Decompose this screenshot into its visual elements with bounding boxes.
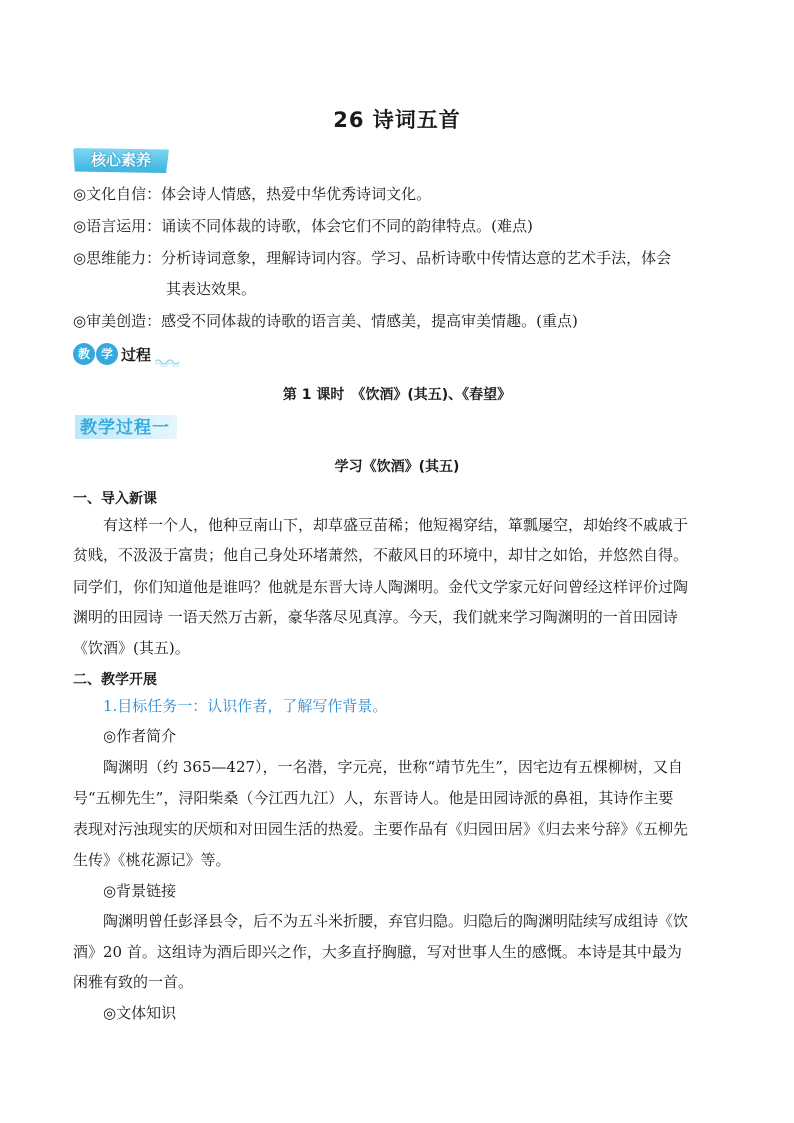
paragraph-line: 《饮酒》(其五)。 <box>73 639 190 657</box>
lesson-title: 第 1 课时 《饮酒》(其五)、《春望》 <box>282 387 512 403</box>
badge-char: 教 <box>73 343 95 365</box>
page-title: 26 诗词五首 <box>333 108 461 132</box>
process-one-badge <box>75 411 177 439</box>
task-heading: 1.目标任务一：认识作者，了解写作背景。 <box>103 697 388 715</box>
process-one-label: 教学过程一 <box>80 418 170 438</box>
paragraph-line: 渊明的田园诗 一语天然万古新，豪华落尽见真淳。今天，我们就来学习陶渊明的一首田园诗 <box>73 608 678 626</box>
paragraph-line: 有这样一个人，他种豆南山下，却草盛豆苗稀；他短褐穿结，箪瓢屡空，却始终不戚戚于 <box>103 516 689 534</box>
paragraph-line: 陶渊明曾任彭泽县令，后不为五斗米折腰，弃官归隐。归隐后的陶渊明陆续写成组诗《饮 <box>103 912 689 930</box>
sub-label: ◎作者简介 <box>103 727 177 745</box>
core-item: ◎审美创造：感受不同体裁的诗歌的语言美、情感美，提高审美情趣。(重点) <box>73 312 578 330</box>
core-literacy-label: 核心素养 <box>90 151 151 169</box>
core-literacy-badge <box>73 148 169 173</box>
paragraph-line: 生传》《桃花源记》等。 <box>73 851 231 869</box>
study-title: 学习《饮酒》(其五) <box>334 459 460 475</box>
badge-tail: 过程 <box>121 345 152 364</box>
paragraph-line: 闲雅有致的一首。 <box>73 973 194 991</box>
teaching-process-badge <box>73 343 151 371</box>
paragraph-line: 表现对污浊现实的厌烦和对田园生活的热爱。主要作品有《归园田居》《归去来兮辞》《五柳先 <box>73 820 689 838</box>
wave-decoration-icon <box>155 357 181 367</box>
section-heading: 一、导入新课 <box>73 491 157 507</box>
paragraph-line: 同学们，你们知道他是谁吗？他就是东晋大诗人陶渊明。金代文学家元好问曾经这样评价过陶 <box>73 578 689 596</box>
core-item: ◎文化自信：体会诗人情感，热爱中华优秀诗词文化。 <box>73 185 432 203</box>
core-item-continued: 其表达效果。 <box>166 280 257 298</box>
badge-char: 学 <box>96 343 118 365</box>
core-item: ◎语言运用：诵读不同体裁的诗歌，体会它们不同的韵律特点。(难点) <box>73 217 533 235</box>
paragraph-line: 贫贱，不汲汲于富贵；他自己身处环堵萧然，不蔽风日的环境中，却甘之如饴，并悠然自得。 <box>73 546 689 564</box>
sub-label: ◎背景链接 <box>103 882 177 900</box>
paragraph-line: 陶渊明（约 365—427），一名潜，字元亮，世称“靖节先生”，因宅边有五棵柳树，又自 <box>103 758 683 776</box>
paragraph-line: 号“五柳先生”，浔阳柴桑（今江西九江）人，东晋诗人。他是田园诗派的鼻祖，其诗作主要 <box>73 789 674 807</box>
section-heading: 二、教学开展 <box>73 672 157 688</box>
sub-label: ◎文体知识 <box>103 1004 177 1022</box>
core-item: ◎思维能力：分析诗词意象，理解诗词内容。学习、品析诗歌中传情达意的艺术手法，体会 <box>73 249 672 267</box>
paragraph-line: 酒》20 首。这组诗为酒后即兴之作，大多直抒胸臆，写对世事人生的感慨。本诗是其中最为 <box>73 943 682 961</box>
